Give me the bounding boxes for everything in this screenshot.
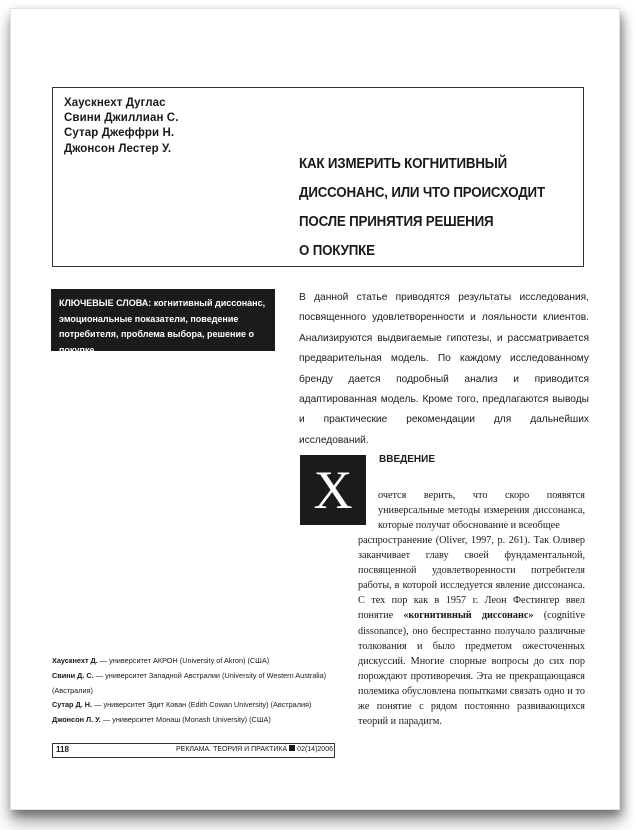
section-heading: ВВЕДЕНИЕ	[379, 454, 435, 465]
keywords-text: когнитивный диссонанс, эмоциональные показатели, поведение потребителя, проблема выбора, решение о покупке	[59, 298, 266, 355]
affiliation-name: Свини Д. С.	[52, 670, 94, 680]
title-line: ПОСЛЕ ПРИНЯТИЯ РЕШЕНИЯ	[299, 214, 494, 230]
affiliation-row	[52, 713, 332, 728]
title-line: О ПОКУПКЕ	[299, 243, 375, 259]
keywords-box	[51, 289, 275, 355]
intro-text: распространение (Oliver, 1997, p. 261). Так Оливер заканчивает главу своей фундаментальной, посвященной удовлетворенности потребителя работы, в которой исследуется явление диссонанса. С тех пор как в 1957 г. Леон Фестингер ввел понятие	[358, 535, 585, 622]
author-name: Джонсон Лестер У.	[64, 142, 172, 155]
affiliation-text: — университет Монаш (Monash University) (США)	[100, 715, 271, 725]
article-title	[299, 150, 557, 266]
intro-term: «когнитивный диссонанс»	[403, 610, 534, 622]
abstract: В данной статье приводятся результаты исследования, посвященного удовлетворенности и лояльности клиентов. Анализируются выдвигаемые гипотезы, и рассматривается предварительная модель. По каждому исследованному бренду дается подробный анализ и приводится адаптированная модель. Кроме того, предлагаются выводы и практические рекомендации для дальнейших исследований.	[299, 292, 589, 446]
square-bullet-icon	[289, 745, 295, 751]
affiliation-text: (Австралия)	[52, 685, 93, 695]
affiliation-text: — университет Западной Австралии (University of Western Australia)	[93, 670, 327, 680]
journal-name	[176, 745, 333, 753]
journal-issue: 02(14)2006	[297, 746, 333, 753]
author-name: Свини Джиллиан С.	[64, 112, 179, 125]
author-list	[64, 96, 179, 157]
affiliation-text: — университет Эдит Кован (Edith Cowan University) (Австралия)	[92, 700, 312, 710]
intro-paragraph-start: очется верить, что скоро появятся универсальные методы измерения диссонанса, которые получат обоснование и всеобщее	[378, 490, 585, 531]
affiliation-row	[52, 654, 332, 669]
author-name: Хаускнехт Дуглас	[64, 97, 166, 109]
page-number: 118	[56, 745, 69, 754]
title-line: КАК ИЗМЕРИТЬ КОГНИТИВНЫЙ	[299, 156, 508, 172]
keywords-label: КЛЮЧЕВЫЕ СЛОВА:	[59, 298, 152, 308]
author-name: Сутар Джеффри Н.	[64, 127, 175, 140]
intro-text-cont: (cognitive dissonance), оно беспрестанно получало различные толкования и было предметом ожесточенных дискуссий. Многие спорные вопросы до сих пор порождают противоречия. Эта не прекращающаяся полемика обусловлена попытками связать одно и то же понятие с рядом постоянно развивающихся теорий и парадигм.	[358, 610, 585, 728]
affiliation-text: — университет АКРОН (University of Akron) (США)	[97, 656, 270, 665]
affiliation-name: Хаускнехт Д.	[52, 656, 98, 665]
affiliation-row	[52, 684, 332, 699]
journal-title: РЕКЛАМА. ТЕОРИЯ И ПРАКТИКА	[176, 746, 288, 753]
author-affiliations	[52, 654, 332, 728]
title-line: ДИССОНАНС, ИЛИ ЧТО ПРОИСХОДИТ	[299, 185, 545, 201]
drop-cap: Х	[300, 455, 366, 525]
intro-paragraph	[358, 533, 585, 729]
affiliation-name: Сутар Д. Н.	[52, 700, 93, 710]
affiliation-row	[52, 669, 332, 684]
affiliation-row	[52, 698, 332, 713]
affiliation-name: Джонсон Л. У.	[52, 715, 101, 725]
